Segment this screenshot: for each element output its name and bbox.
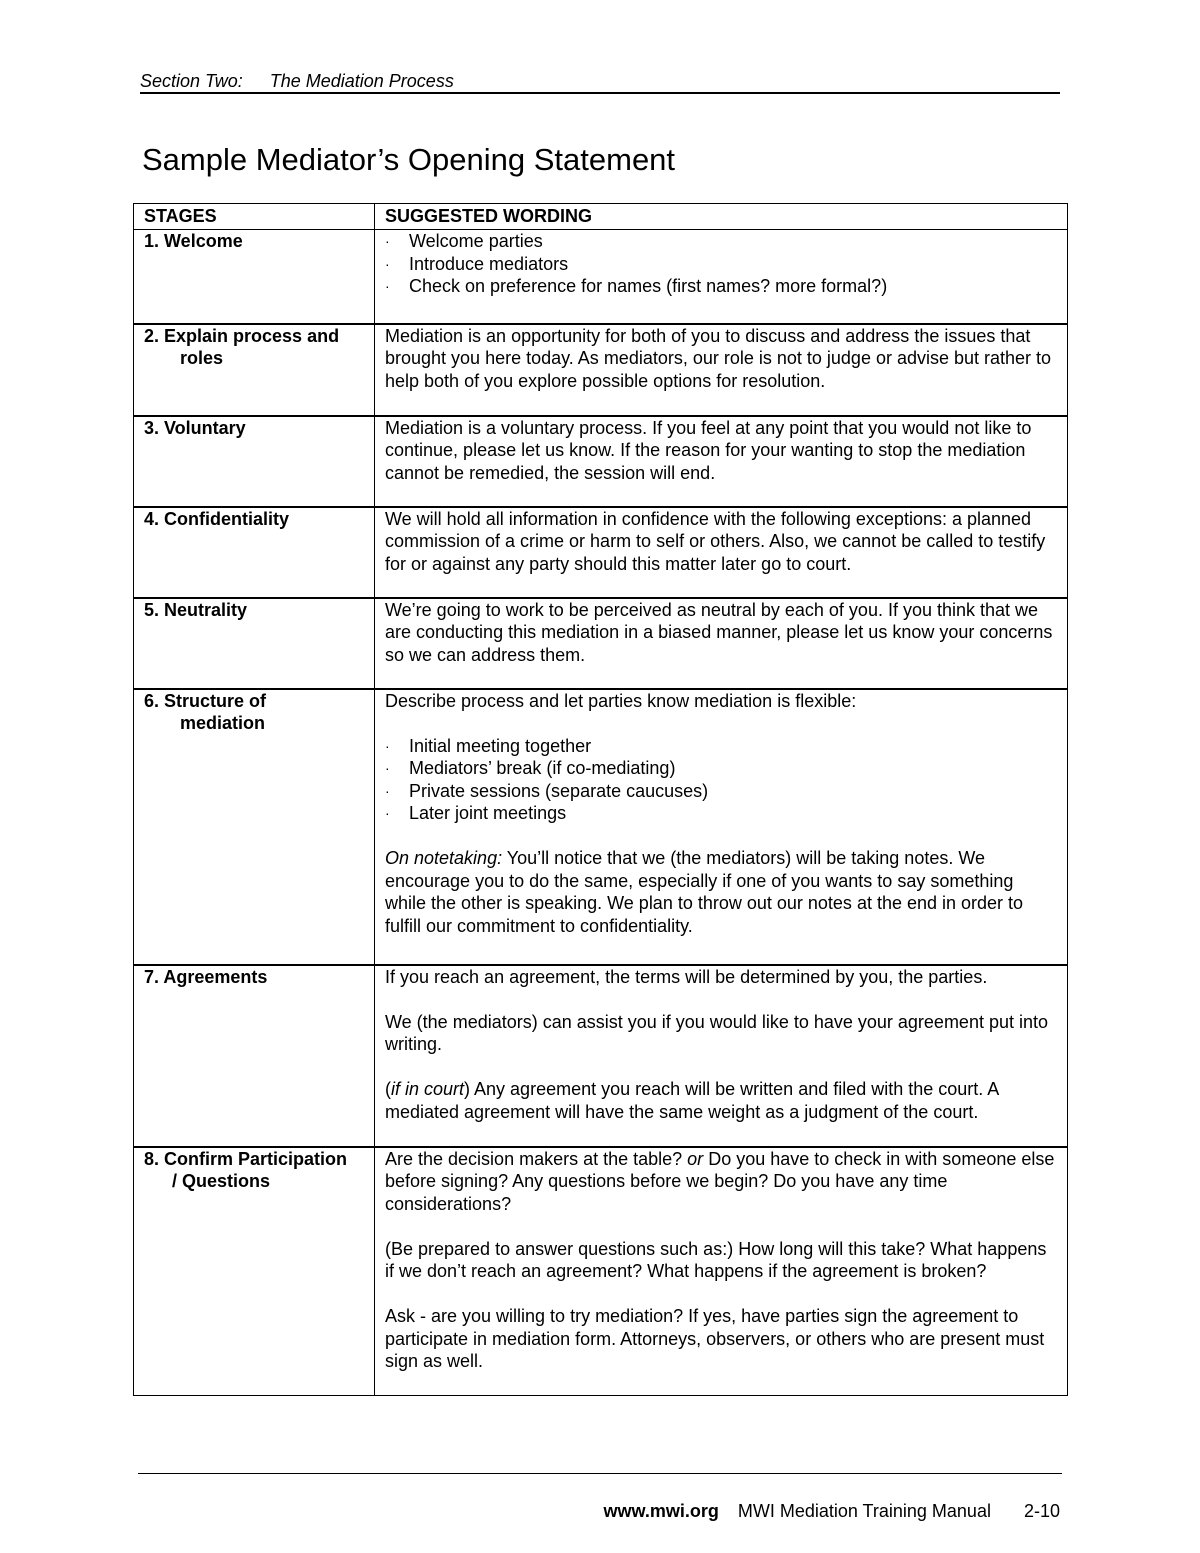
wording-cell — [375, 230, 1068, 324]
wording-rest: ) Any agreement you reach will be written and filed with the court. A mediated agreement will have the same weight as a judgment of the court. — [385, 1079, 999, 1122]
wording-text: Mediation is an opportunity for both of you to discuss and address the issues that brought you here today. As mediators, our role is not to judge or advise but rather to help both of you explore possible options for resolution. — [385, 325, 1052, 391]
stage-label-line2: mediation — [180, 713, 266, 733]
wording-cell — [375, 1147, 1068, 1396]
stage-label — [134, 689, 375, 965]
stage-label — [134, 324, 375, 416]
wording-text — [385, 1148, 1059, 1216]
wording-or: or — [687, 1148, 704, 1169]
stage-label: 4. Confidentiality — [134, 507, 375, 598]
stage-label-line2: roles — [180, 348, 224, 368]
table-row — [134, 598, 1068, 689]
wording-text — [385, 1078, 1059, 1123]
if-in-court: if in court — [391, 1079, 465, 1099]
wording-text: Mediation is a voluntary process. If you feel at any point that you would not like to continue, please let us know. If the reason for your wanting to stop the mediation cannot be remedied, the session will end. — [385, 417, 1032, 483]
wording-cell — [375, 416, 1068, 507]
wording-cell — [375, 324, 1068, 416]
list-item: · Later joint meetings — [385, 802, 1059, 825]
page-number: 2-10 — [1023, 1501, 1060, 1521]
list-item: · Private sessions (separate caucuses) — [385, 780, 1059, 803]
wording-cell — [375, 689, 1068, 965]
table-row — [134, 689, 1068, 965]
wording-cell — [375, 598, 1068, 689]
wording-text: If you reach an agreement, the terms will be determined by you, the parties. — [385, 966, 988, 987]
notetaking-label: On notetaking: — [385, 848, 503, 868]
list-item: · Initial meeting together — [385, 735, 1059, 758]
table-row — [134, 230, 1068, 324]
footer-divider — [138, 1473, 1062, 1474]
stage-label: 7. Agreements — [134, 965, 375, 1147]
wording-intro: Describe process and let parties know mediation is flexible: — [385, 690, 857, 711]
list-item: · Welcome parties — [385, 230, 1059, 253]
wording-text: Ask - are you willing to try mediation? If yes, have parties sign the agreement to participate in mediation form. Attorneys, observers, or others who are present must sign as well. — [385, 1306, 1045, 1371]
column-header-wording: SUGGESTED WORDING — [375, 204, 1068, 230]
wording-part: Are the decision makers at the table? — [385, 1148, 688, 1169]
wording-text: We’re going to work to be perceived as neutral by each of you. If you think that we are conducting this mediation in a biased manner, please let us know your concerns so we can address them. — [385, 599, 1053, 665]
stage-label-line1: 8. Confirm Participation — [144, 1148, 348, 1169]
stage-label: 1. Welcome — [134, 230, 375, 324]
paren-open: ( — [385, 1079, 391, 1099]
list-item: · Check on preference for names (first names? more formal?) — [385, 275, 1059, 298]
table-row — [134, 324, 1068, 416]
header-title: The Mediation Process — [269, 71, 454, 91]
wording-cell — [375, 965, 1068, 1147]
stage-label: 5. Neutrality — [134, 598, 375, 689]
header-section: Section Two: — [140, 71, 243, 91]
stage-label: 3. Voluntary — [134, 416, 375, 507]
table-row — [134, 965, 1068, 1147]
stages-table — [133, 203, 1068, 1396]
page-title: Sample Mediator’s Opening Statement — [142, 142, 676, 177]
notetaking-paragraph — [385, 847, 1059, 937]
page-header — [140, 70, 1060, 94]
table-row — [134, 507, 1068, 598]
stage-label-line1: 6. Structure of — [144, 690, 267, 711]
list-item: · Introduce mediators — [385, 253, 1059, 276]
column-header-stages: STAGES — [134, 204, 375, 230]
stage-label-line1: 2. Explain process and — [144, 325, 340, 346]
table-row — [134, 1147, 1068, 1396]
page-footer — [603, 1500, 1060, 1522]
footer-manual-title: MWI Mediation Training Manual — [737, 1501, 991, 1521]
wording-cell — [375, 507, 1068, 598]
stage-label — [134, 1147, 375, 1396]
wording-text: We will hold all information in confidence with the following exceptions: a planned commission of a crime or harm to self or others. Also, we cannot be called to testify for or against any party should this matter later go to court. — [385, 508, 1046, 574]
table-header-row — [134, 204, 1068, 230]
wording-part: Do you have to check in with someone else before signing? Any questions before we begin? Do you have any time considerations? — [385, 1148, 1055, 1214]
table-row — [134, 416, 1068, 507]
notetaking-text: You’ll notice that we (the mediators) will be taking notes. We encourage you to do the same, especially if one of you wants to say something while the other is speaking. We plan to throw out our notes at the end in order to fulfill our commitment to confidentiality. — [385, 848, 1024, 936]
stage-label-line2: / Questions — [172, 1171, 271, 1191]
bullet-list — [385, 735, 1059, 825]
wording-text: We (the mediators) can assist you if you would like to have your agreement put into writing. — [385, 1011, 1049, 1054]
list-item: · Mediators’ break (if co-mediating) — [385, 757, 1059, 780]
bullet-list — [385, 230, 1059, 298]
footer-url[interactable]: www.mwi.org — [603, 1501, 719, 1521]
wording-text: (Be prepared to answer questions such as:) How long will this take? What happens if we don’t reach an agreement? What happens if the agreement is broken? — [385, 1238, 1047, 1281]
